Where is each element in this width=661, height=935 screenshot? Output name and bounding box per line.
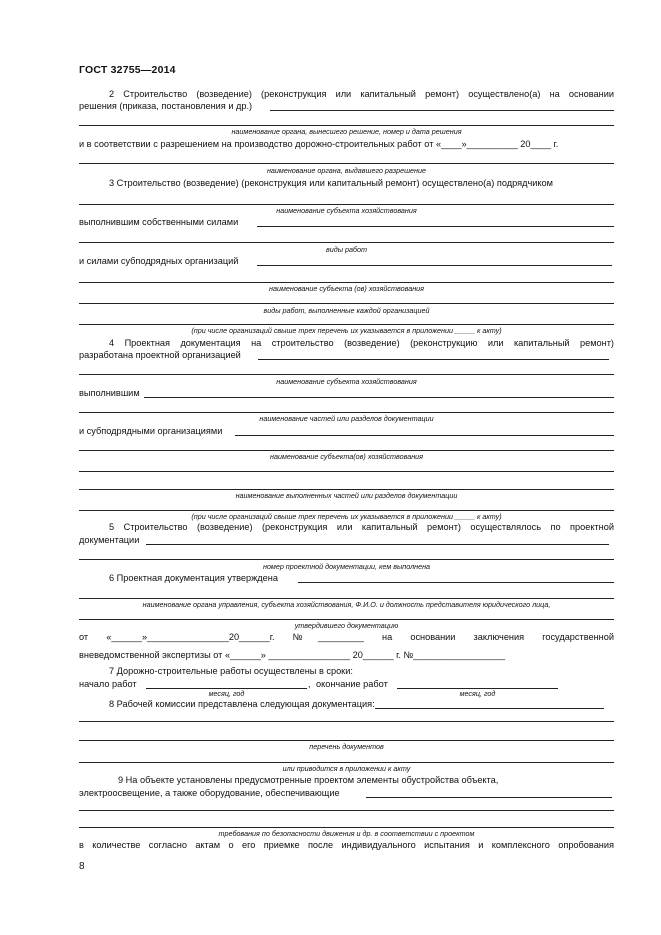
s3-line2-fill[interactable]	[257, 226, 614, 227]
blank-line[interactable]	[79, 450, 614, 451]
caption: наименование органа управления, субъекта хозяйствования, Ф.И.О. и должность представителя юридического лица,	[142, 600, 551, 609]
caption: наименование субъекта(ов) хозяйствования	[270, 452, 423, 461]
s7-line1: 7 Дорожно-строительные работы осуществлены в сроки:	[109, 666, 353, 676]
s7-start-label: начало работ	[79, 679, 137, 689]
document-header: ГОСТ 32755—2014	[79, 64, 176, 76]
s2-line3: и в соответствии с разрешением на производство дорожно-строительных работ от «____»__________ 20____ г.	[79, 139, 559, 149]
s4-line4-fill[interactable]	[235, 435, 614, 436]
s3-line2: выполнившим собственными силами	[79, 217, 239, 227]
caption: виды работ, выполненные каждой организацией	[263, 306, 430, 315]
caption: наименование органа, вынесшего решение, номер и дата решения	[231, 127, 462, 136]
s5-line2-fill[interactable]	[146, 544, 609, 545]
caption: (при числе организаций свыше трех перечень их указывается в приложении _____ к акту)	[191, 326, 502, 335]
blank-line[interactable]	[79, 163, 614, 164]
caption: месяц, год	[208, 689, 245, 698]
s2-line1: 2 Строительство (возведение) (реконструкция или капитальный ремонт) осуществлено(а) на основании	[109, 89, 614, 99]
caption: виды работ	[325, 245, 368, 254]
caption: перечень документов	[309, 742, 384, 751]
s4-line1: 4 Проектная документация на строительство (возведение) (реконструкцию или капитальный ремонт)	[109, 338, 614, 348]
s3-line1: 3 Строительство (возведение) (реконструкция или капитальный ремонт) осуществлено(а) подрядчиком	[109, 178, 553, 188]
blank-line[interactable]	[79, 303, 614, 304]
caption: номер проектной документации, кем выполнена	[262, 562, 431, 571]
s4-line2-fill[interactable]	[258, 359, 609, 360]
blank-line[interactable]	[79, 282, 614, 283]
caption: или приводится в приложении к акту	[282, 764, 411, 773]
caption: наименование частей или разделов документации	[259, 414, 434, 423]
s3-line3-fill[interactable]	[257, 265, 612, 266]
caption: наименование субъекта (ов) хозяйствования	[269, 284, 424, 293]
s5-line2: документации	[79, 535, 140, 545]
caption: месяц, год	[459, 689, 496, 698]
s8-line1: 8 Рабочей комиссии представлена следующая документация:	[109, 699, 375, 709]
blank-line[interactable]	[79, 412, 614, 413]
s8-line1-fill[interactable]	[375, 708, 604, 709]
s4-line3-fill[interactable]	[144, 397, 614, 398]
blank-line[interactable]	[79, 721, 614, 722]
caption: наименование органа, выдавшего разрешение	[266, 166, 427, 175]
blank-line[interactable]	[79, 598, 614, 599]
blank-line[interactable]	[79, 810, 614, 811]
caption: утвердившего документацию	[294, 621, 399, 630]
blank-line[interactable]	[79, 204, 614, 205]
s4-line4: и субподрядными организациями	[79, 426, 223, 436]
blank-line[interactable]	[79, 242, 614, 243]
s6-line2: от «______»________________20______г. №_________ на основании заключения государственной	[79, 632, 614, 642]
blank-line[interactable]	[79, 559, 614, 560]
caption: требования по безопасности движения и др. в соответствии с проектом	[218, 829, 475, 838]
blank-line[interactable]	[79, 827, 614, 828]
page-number: 8	[79, 861, 85, 872]
s2-line2-fill[interactable]	[270, 110, 614, 111]
caption: наименование субъекта хозяйствования	[276, 377, 417, 386]
s4-line3: выполнившим	[79, 388, 140, 398]
blank-line[interactable]	[79, 324, 614, 325]
s3-line3: и силами субподрядных организаций	[79, 256, 239, 266]
caption: наименование выполненных частей или разделов документации	[235, 491, 458, 500]
s9-line1: 9 На объекте установлены предусмотренные проектом элементы обустройства объекта,	[118, 775, 499, 785]
s9-line2: электроосвещение, а также оборудование, обеспечивающие	[79, 788, 340, 798]
blank-line[interactable]	[79, 619, 614, 620]
blank-line[interactable]	[79, 125, 614, 126]
s4-line2: разработана проектной организацией	[79, 350, 241, 360]
s6-line3: вневедомственной экспертизы от «______» ________________ 20______ г. №__________________	[79, 650, 506, 660]
blank-line[interactable]	[79, 471, 614, 472]
s9-line3: в количестве согласно актам о его приемке после индивидуального испытания и комплексного опробования	[79, 840, 614, 850]
caption: (при числе организаций свыше трех перечень их указывается в приложении _____ к акту)	[191, 512, 502, 521]
s5-line1: 5 Строительство (возведение) (реконструкция или капитальный ремонт) осуществлялось по проектной	[109, 522, 614, 532]
blank-line[interactable]	[79, 762, 614, 763]
blank-line[interactable]	[79, 510, 614, 511]
s6-line1: 6 Проектная документация утверждена	[109, 573, 278, 583]
blank-line[interactable]	[79, 740, 614, 741]
s7-end-label: окончание работ	[316, 679, 388, 689]
s9-line2-fill[interactable]	[366, 797, 612, 798]
blank-line[interactable]	[79, 374, 614, 375]
blank-line[interactable]	[79, 489, 614, 490]
caption: наименование субъекта хозяйствования	[276, 206, 417, 215]
s7-comma: ,	[308, 679, 311, 689]
s6-line1-fill[interactable]	[298, 582, 614, 583]
s2-line2: решения (приказа, постановления и др.)	[79, 101, 253, 111]
